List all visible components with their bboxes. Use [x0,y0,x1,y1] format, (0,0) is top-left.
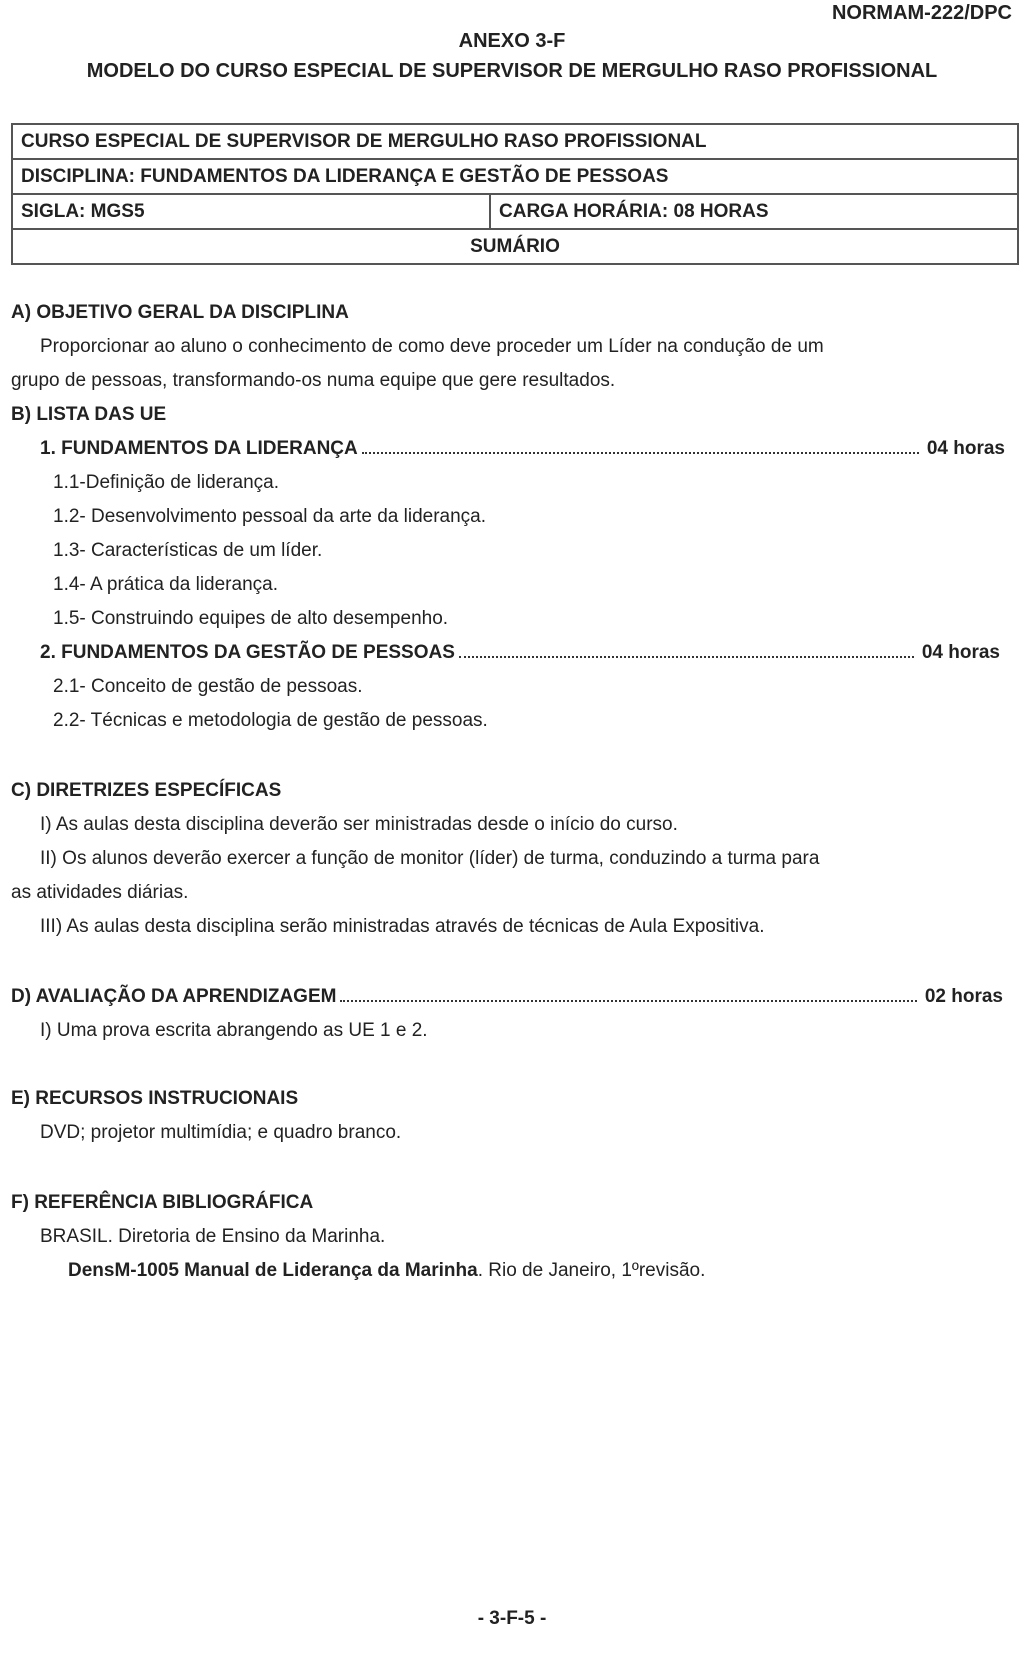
list-item: 1.2- Desenvolvimento pessoal da arte da liderança. [53,506,487,527]
reference-title: DensM-1005 Manual de Liderança da Marinha [68,1260,478,1281]
list-item: 1.3- Características de um líder. [53,540,323,561]
dot-leader [459,656,914,658]
section-e-title: E) RECURSOS INSTRUCIONAIS [11,1088,299,1109]
list-item: 1.5- Construindo equipes de alto desempenho. [53,608,449,629]
list-item: 1.1-Definição de liderança. [53,472,280,493]
discipline-cell: DISCIPLINA: FUNDAMENTOS DA LIDERANÇA E GESTÃO DE PESSOAS [12,159,1018,194]
section-f-line1: BRASIL. Diretoria de Ensino da Marinha. [40,1226,386,1247]
unit-1-row [40,432,1005,466]
model-title: MODELO DO CURSO ESPECIAL DE SUPERVISOR DE MERGULHO RASO PROFISSIONAL [86,60,938,82]
unit-2-hours: 04 horas [921,642,1000,663]
list-item: 2.1- Conceito de gestão de pessoas. [53,676,363,697]
workload-cell: CARGA HORÁRIA: 08 HORAS [490,194,1018,229]
section-c-item3: III) As aulas desta disciplina serão ministradas através de técnicas de Aula Expositiva. [40,916,765,937]
unit-2-label: 2. FUNDAMENTOS DA GESTÃO DE PESSOAS [40,642,455,663]
section-c-item1: I) As aulas desta disciplina deverão ser ministradas desde o início do curso. [40,814,678,835]
unit-2-row [40,636,1000,670]
unit-1-label: 1. FUNDAMENTOS DA LIDERANÇA [40,438,358,459]
section-b-title: B) LISTA DAS UE [11,404,167,425]
section-a-line2: grupo de pessoas, transformando-os numa equipe que gere resultados. [11,370,616,391]
section-d-hours: 02 horas [924,986,1003,1007]
summary-cell: SUMÁRIO [12,229,1018,264]
section-d-title: D) AVALIAÇÃO DA APRENDIZAGEM [11,986,337,1007]
document-code: NORMAM-222/DPC [831,2,1012,24]
reference-entry [68,1254,705,1288]
dot-leader [340,1000,916,1002]
sigla-cell: SIGLA: MGS5 [12,194,490,229]
section-a-line1: Proporcionar ao aluno o conhecimento de como deve proceder um Líder na condução de um [40,336,824,357]
list-item: 1.4- A prática da liderança. [53,574,278,595]
section-d-row [11,980,1003,1014]
unit-1-hours: 04 horas [926,438,1005,459]
section-c-item2-line1: II) Os alunos deverão exercer a função de monitor (líder) de turma, conduzindo a turma para [40,848,820,869]
course-name-cell: CURSO ESPECIAL DE SUPERVISOR DE MERGULHO RASO PROFISSIONAL [12,124,1018,159]
list-item: 2.2- Técnicas e metodologia de gestão de pessoas. [53,710,488,731]
section-c-title: C) DIRETRIZES ESPECÍFICAS [11,780,282,801]
reference-details: . Rio de Janeiro, 1ºrevisão. [477,1260,706,1281]
section-d-item1: I) Uma prova escrita abrangendo as UE 1 e 2. [40,1020,428,1041]
annex-title: ANEXO 3-F [458,30,566,52]
section-e-text: DVD; projetor multimídia; e quadro branco. [40,1122,402,1143]
section-a-title: A) OBJETIVO GERAL DA DISCIPLINA [11,302,349,323]
section-c-item2-line2: as atividades diárias. [11,882,189,903]
page-number: - 3-F-5 - [477,1608,547,1629]
dot-leader [362,452,919,454]
course-info-table [11,123,1019,265]
section-f-title: F) REFERÊNCIA BIBLIOGRÁFICA [11,1192,314,1213]
